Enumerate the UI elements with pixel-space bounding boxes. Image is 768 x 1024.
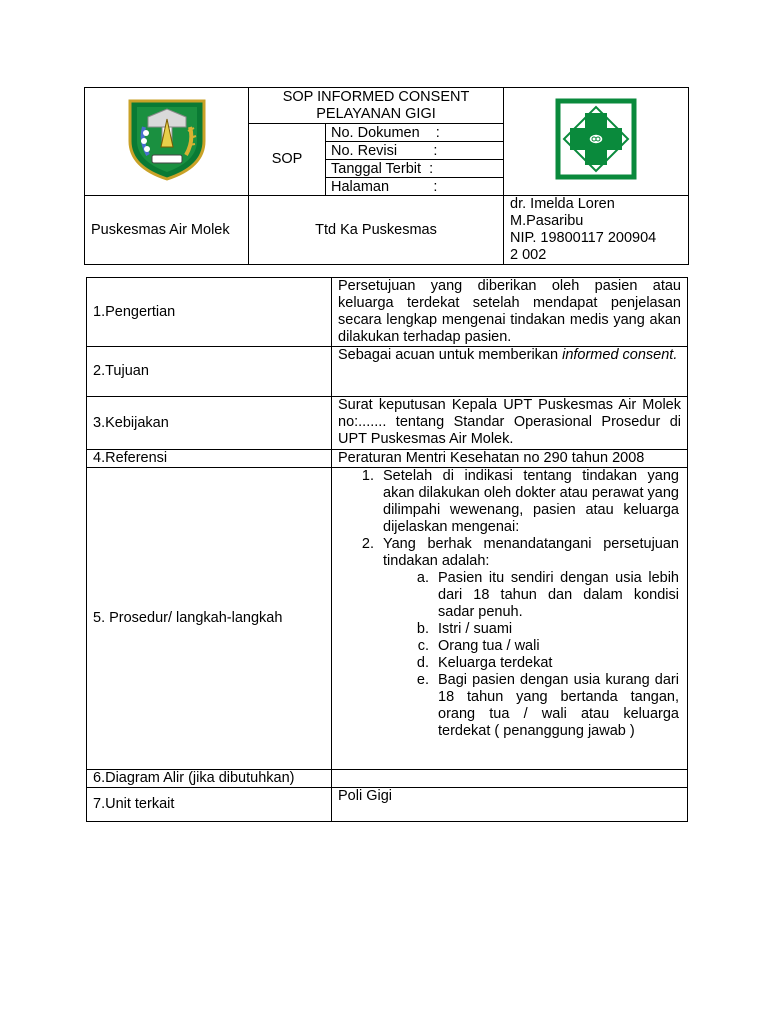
row-kebijakan xyxy=(87,397,688,450)
value-kebijakan: Surat keputusan Kepala UPT Puskesmas Air Molek no:....... tentang Standar Operasional Prosedur di UPT Puskesmas Air Molek. xyxy=(332,397,688,450)
row-tujuan xyxy=(87,347,688,397)
org-name: Puskesmas Air Molek xyxy=(85,196,249,265)
row-diagram xyxy=(87,770,688,788)
sop-body-table xyxy=(86,277,688,822)
signatory-item: b. Istri / suami xyxy=(433,621,679,638)
label-prosedur: 5. Prosedur/ langkah-langkah xyxy=(87,468,332,770)
value-referensi: Peraturan Mentri Kesehatan no 290 tahun 2008 xyxy=(332,450,688,468)
left-logo-cell xyxy=(85,88,249,196)
value-pengertian: Persetujuan yang diberikan oleh pasien atau keluarga terdekat setelah mendapat penjelasan secara lengkap mengenai tindakan medis yang akan dilakukan terhadap pasien. xyxy=(332,278,688,347)
puskesmas-cross-icon xyxy=(548,95,644,183)
halaman: Halaman : xyxy=(326,178,504,196)
signer-name-1: dr. Imelda Loren xyxy=(510,196,615,212)
signatory-item: e. Bagi pasien dengan usia kurang dari 18 tahun yang bertanda tangan, orang tua / wali atau keluarga terdekat ( penanggung jawab ) xyxy=(433,672,679,740)
no-revisi: No. Revisi : xyxy=(326,142,504,160)
signatory-item: a. Pasien itu sendiri dengan usia lebih dari 18 tahun dan dalam kondisi sadar penuh. xyxy=(433,570,679,621)
prosedur-steps xyxy=(332,468,679,740)
row-referensi xyxy=(87,450,688,468)
signer-nip-2: 2 002 xyxy=(510,247,547,263)
signatory-item: c. Orang tua / wali xyxy=(433,638,679,655)
row-prosedur xyxy=(87,468,688,770)
row-unit xyxy=(87,788,688,822)
signatory-list xyxy=(383,570,679,740)
label-pengertian: 1.Pengertian xyxy=(87,278,332,347)
value-unit: Poli Gigi xyxy=(332,788,688,822)
prosedur-step xyxy=(378,468,679,536)
signer-block xyxy=(504,196,689,265)
right-logo-cell xyxy=(504,88,689,196)
coat-of-arms-icon xyxy=(124,97,210,181)
value-prosedur xyxy=(332,468,688,770)
label-unit: 7.Unit terkait xyxy=(87,788,332,822)
document-title xyxy=(249,88,504,124)
step-text: Setelah di indikasi tentang tindakan yang akan dilakukan oleh dokter atau perawat yang dilimpahi wewenang, pasien atau keluarga dijelaskan mengenai: xyxy=(383,468,679,535)
value-tujuan xyxy=(332,347,688,397)
tanggal-terbit: Tanggal Terbit : xyxy=(326,160,504,178)
row-pengertian xyxy=(87,278,688,347)
label-tujuan: 2.Tujuan xyxy=(87,347,332,397)
tujuan-italic: informed consent. xyxy=(562,347,678,363)
label-diagram: 6.Diagram Alir (jika dibutuhkan) xyxy=(87,770,332,788)
header-table xyxy=(84,87,689,265)
tujuan-text: Sebagai acuan untuk memberikan xyxy=(338,347,563,363)
prosedur-step xyxy=(378,536,679,740)
sop-label: SOP xyxy=(249,124,326,196)
title-line-2: PELAYANAN GIGI xyxy=(316,106,436,122)
signer-name-2: M.Pasaribu xyxy=(510,213,584,229)
signer-nip-1: NIP. 19800117 200904 xyxy=(510,230,657,246)
step-text: Yang berhak menandatangani persetujuan tindakan adalah: xyxy=(383,536,679,569)
ttd-label: Ttd Ka Puskesmas xyxy=(249,196,504,265)
signatory-item: d. Keluarga terdekat xyxy=(433,655,679,672)
title-line-1: SOP INFORMED CONSENT xyxy=(282,89,470,105)
no-dokumen: No. Dokumen : xyxy=(326,124,504,142)
label-referensi: 4.Referensi xyxy=(87,450,332,468)
label-kebijakan: 3.Kebijakan xyxy=(87,397,332,450)
value-diagram xyxy=(332,770,688,788)
